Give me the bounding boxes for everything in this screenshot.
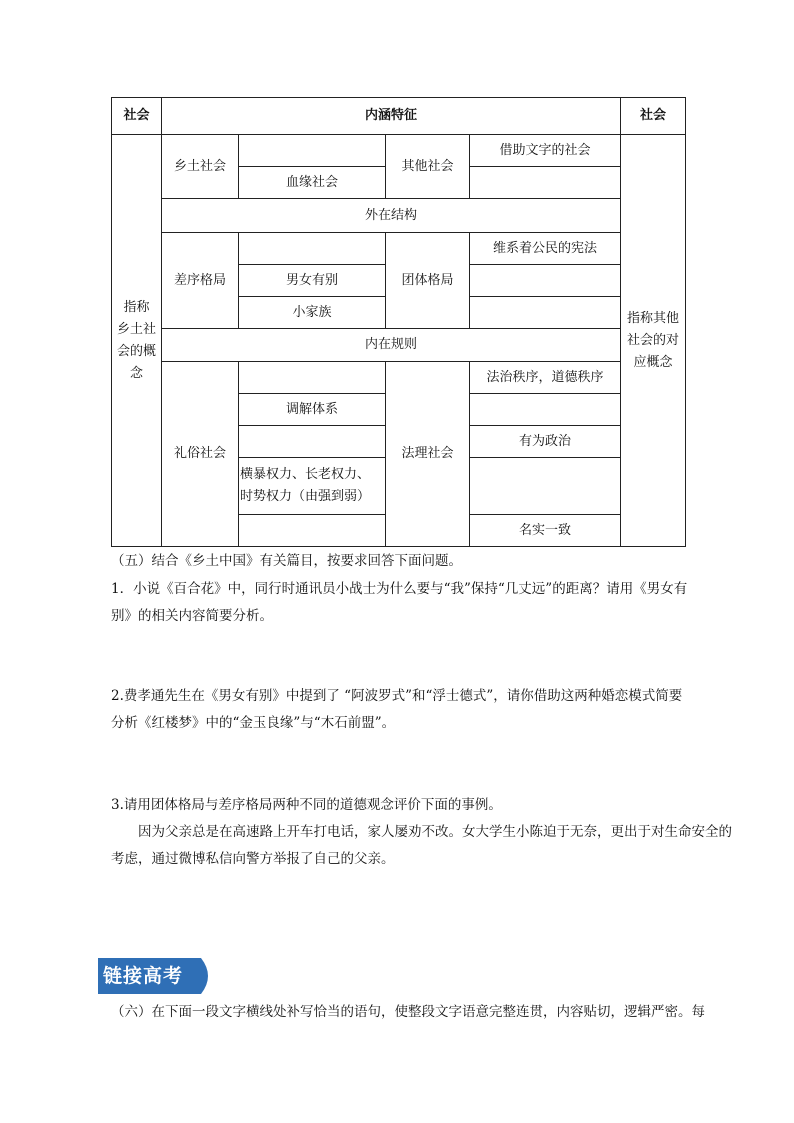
differential-pattern-cell: 差序格局: [161, 232, 239, 329]
header-characteristics: 内涵特征: [161, 97, 621, 135]
legal-order-cell: 法治秩序，道德秩序: [469, 361, 621, 394]
banner-label: 链接高考: [103, 965, 184, 987]
blank-cell: [469, 457, 621, 515]
concept-table: [111, 97, 686, 547]
question2-line: 2.费孝通先生在《男女有别》中提到了 “阿波罗式”和“浮士德式”，请你借助这两种婚恋模式简要: [111, 688, 683, 704]
name-reality-cell: 名实一致: [469, 514, 621, 547]
left-concept-cell: [111, 134, 162, 547]
question3-case-line: 考虑，通过微博私信向警方举报了自己的父亲。: [111, 851, 395, 867]
blank-cell: [238, 232, 386, 265]
question1-line: 1．小说《百合花》中，同行时通讯员小战士为什么要与“我”保持“几丈远”的距离？请用《男女有: [111, 581, 688, 597]
rural-society-cell: 乡土社会: [161, 134, 239, 199]
mediation-cell: 调解体系: [238, 393, 386, 426]
right-concept-cell: [620, 134, 686, 547]
men-women-cell: 男女有别: [238, 264, 386, 297]
question1-line: 别》的相关内容简要分析。: [111, 608, 273, 624]
blood-society-cell: 血缘社会: [238, 166, 386, 199]
internal-rules-row: 内在规则: [161, 328, 621, 362]
blank-cell: [469, 166, 621, 199]
left-concept-line: 会的概: [116, 343, 156, 359]
power-line: 时势权力（由强到弱）: [240, 489, 371, 504]
question2-line: 分析《红楼梦》中的“金玉良缘”与“木石前盟”。: [111, 715, 396, 731]
external-structure-row: 外在结构: [161, 198, 621, 233]
active-politics-cell: 有为政治: [469, 425, 621, 458]
ritual-society-cell: 礼俗社会: [161, 361, 239, 547]
question3-line: 3.请用团体格局与差序格局两种不同的道德观念评价下面的事例。: [111, 797, 502, 813]
small-family-cell: 小家族: [238, 296, 386, 329]
blank-cell: [469, 393, 621, 426]
group-pattern-cell: 团体格局: [385, 232, 470, 329]
left-concept-line: 乡土社: [116, 321, 156, 337]
section5-title: （五）结合《乡土中国》有关篇目，按要求回答下面问题。: [111, 553, 462, 569]
power-cell: [238, 457, 386, 515]
left-concept-line: 念: [129, 365, 143, 381]
constitution-cell: 维系着公民的宪法: [469, 232, 621, 265]
power-line: 横暴权力、长老权力、: [240, 467, 371, 482]
left-concept-line: 指称: [123, 299, 150, 315]
section6-line: （六）在下面一段文字横线处补写恰当的语句，使整段文字语意完整连贯，内容贴切，逻辑严密。每: [111, 1004, 705, 1020]
right-concept-line: 社会的对: [626, 332, 679, 348]
other-society-cell: 其他社会: [385, 134, 470, 199]
question3-case-line: 因为父亲总是在高速路上开车打电话，家人屡劝不改。女大学生小陈迫于无奈，更出于对生命安全的: [138, 824, 732, 840]
header-society-right: 社会: [620, 97, 686, 135]
blank-cell: [469, 264, 621, 297]
text-society-cell: 借助文字的社会: [469, 134, 621, 167]
right-concept-line: 应概念: [633, 354, 673, 370]
blank-cell: [238, 134, 386, 167]
right-concept-line: 指称其他: [626, 310, 679, 326]
legal-society-cell: 法理社会: [385, 361, 470, 547]
blank-cell: [469, 296, 621, 329]
blank-cell: [238, 425, 386, 458]
blank-cell: [238, 361, 386, 394]
blank-cell: [238, 514, 386, 547]
header-society-left: 社会: [111, 97, 162, 135]
